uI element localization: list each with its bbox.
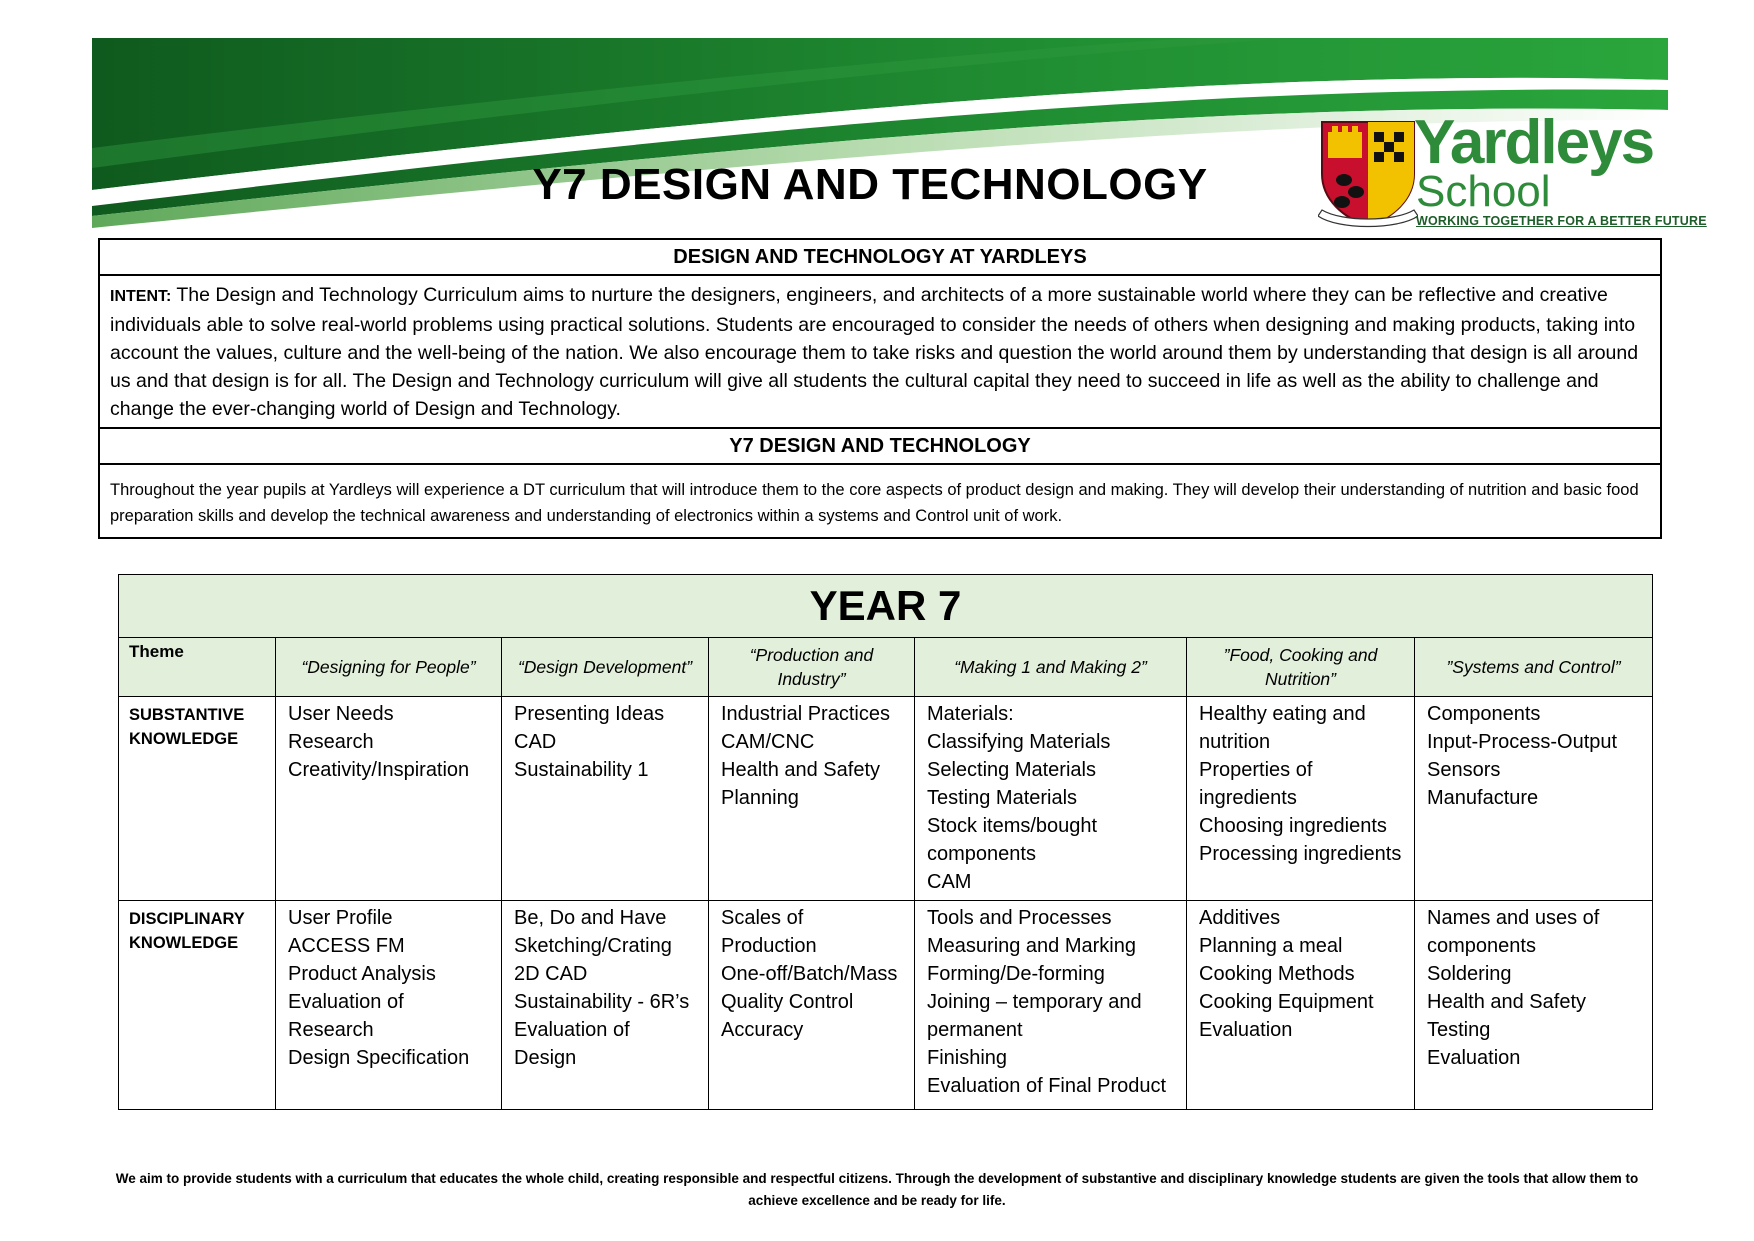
list-item: Sustainability 1 [514, 759, 649, 781]
theme-cell: “Designing for People” [276, 638, 502, 697]
list-item: User Needs [288, 703, 394, 725]
list-item: Health and Safety [1427, 991, 1586, 1013]
list-item: Evaluation of Design [514, 1019, 630, 1069]
year-7-table [118, 574, 1653, 1110]
list-item: Health and Safety [721, 759, 880, 781]
list-item: Industrial Practices [721, 703, 890, 725]
list-item: Forming/De-forming [927, 963, 1105, 985]
logo-tagline: WORKING TOGETHER FOR A BETTER FUTURE [1416, 214, 1707, 228]
list-item: One-off/Batch/Mass [721, 963, 898, 985]
disciplinary-cell [276, 901, 502, 1110]
theme-cell: ”Food, Cooking and Nutrition” [1187, 638, 1415, 697]
list-item: Be, Do and Have [514, 907, 667, 929]
list-item: Sustainability - 6R’s [514, 991, 690, 1013]
theme-label: Theme [119, 638, 276, 697]
list-item: Input-Process-Output [1427, 731, 1618, 753]
intent-text: The Design and Technology Curriculum aims to nurture the designers, engineers, and architects of a more sustainable world where they can be reflective and creative individuals able to solve real-world problems using practical solutions. Students are encouraged to consider the needs of others when designing and making products, taking into account the values, culture and the well-being of the nation. We also encourage them to take risks and question the world around them by understanding that design is all around us and that design is for all. The Design and Technology curriculum will give all students the cultural capital they need to succeed in life as well as the ability to challenge and change the ever-changing world of Design and Technology. [110, 284, 1639, 420]
substantive-cell [502, 697, 709, 901]
list-item: Manufacture [1427, 787, 1539, 809]
list-item: Testing Materials [927, 787, 1078, 809]
list-item: Sketching/Crating [514, 935, 672, 957]
theme-cell: “Design Development” [502, 638, 709, 697]
disciplinary-cell [502, 901, 709, 1110]
list-item: Soldering [1427, 963, 1512, 985]
y7-paragraph: Throughout the year pupils at Yardleys will experience a DT curriculum that will introduce them to the core aspects of product design and making. They will develop their understanding of nutrition and basic food preparation skills and develop the technical awareness and understanding of electronics within a systems and Control unit of work. [110, 481, 1639, 525]
substantive-cell [276, 697, 502, 901]
list-item: Stock items/bought components [927, 815, 1098, 865]
substantive-cell [1187, 697, 1415, 901]
list-item: CAM/CNC [721, 731, 815, 753]
list-item: User Profile [288, 907, 393, 929]
school-crest-icon [1318, 118, 1418, 228]
list-item: Finishing [927, 1047, 1008, 1069]
theme-cell: ”Systems and Control” [1415, 638, 1653, 697]
disciplinary-cell [709, 901, 915, 1110]
intent-label: INTENT: [110, 288, 172, 305]
theme-cell: “Production and Industry” [709, 638, 915, 697]
list-item: Names and uses of components [1427, 907, 1600, 957]
y7-heading: Y7 DESIGN AND TECHNOLOGY [100, 429, 1660, 465]
disciplinary-cell [1415, 901, 1653, 1110]
list-item: CAD [514, 731, 557, 753]
logo-name: Yardleys [1414, 108, 1654, 177]
theme-row [119, 638, 1653, 697]
list-item: Measuring and Marking [927, 935, 1136, 957]
disciplinary-label: DISCIPLINARY KNOWLEDGE [119, 901, 276, 1110]
substantive-cell [709, 697, 915, 901]
list-item: Additives [1199, 907, 1281, 929]
list-item: Tools and Processes [927, 907, 1112, 929]
list-item: Testing [1427, 1019, 1491, 1041]
year-title: YEAR 7 [119, 575, 1653, 638]
list-item: Product Analysis [288, 963, 436, 985]
theme-cell: “Making 1 and Making 2” [915, 638, 1187, 697]
intent-paragraph [100, 276, 1660, 429]
footer-statement: We aim to provide students with a curriculum that educates the whole child, creating responsible and respectful citizens. Through the development of substantive and disciplinary knowledge students are given the tools that allow them to achieve excellence and be ready for life. [115, 1171, 1639, 1208]
list-item: Planning [721, 787, 799, 809]
disciplinary-cell [915, 901, 1187, 1110]
list-item: Joining – temporary and permanent [927, 991, 1142, 1041]
list-item: Processing ingredients [1199, 843, 1402, 865]
list-item: Choosing ingredients [1199, 815, 1387, 837]
list-item: CAM [927, 871, 972, 893]
list-item: Accuracy [721, 1019, 804, 1041]
substantive-cell [915, 697, 1187, 901]
list-item: Healthy eating and nutrition [1199, 703, 1366, 753]
list-item: Materials: [927, 703, 1014, 725]
school-logo [1318, 108, 1707, 240]
list-item: Creativity/Inspiration [288, 759, 470, 781]
list-item: Selecting Materials [927, 759, 1096, 781]
logo-school: School [1416, 167, 1551, 216]
disciplinary-row [119, 901, 1653, 1110]
list-item: Classifying Materials [927, 731, 1111, 753]
intent-box [98, 238, 1662, 539]
disciplinary-cell [1187, 901, 1415, 1110]
substantive-row [119, 697, 1653, 901]
list-item: Components [1427, 703, 1541, 725]
list-item: Evaluation of Research [288, 991, 404, 1041]
substantive-label: SUBSTANTIVE KNOWLEDGE [119, 697, 276, 901]
list-item: Quality Control [721, 991, 854, 1013]
list-item: 2D CAD [514, 963, 588, 985]
list-item: ACCESS FM [288, 935, 405, 957]
intent-heading: DESIGN AND TECHNOLOGY AT YARDLEYS [100, 240, 1660, 276]
list-item: Planning a meal [1199, 935, 1343, 957]
list-item: Design Specification [288, 1047, 470, 1069]
list-item: Cooking Equipment [1199, 991, 1374, 1013]
substantive-cell [1415, 697, 1653, 901]
list-item: Research [288, 731, 374, 753]
list-item: Evaluation of Final Product [927, 1075, 1167, 1097]
list-item: Cooking Methods [1199, 963, 1355, 985]
list-item: Presenting Ideas [514, 703, 665, 725]
list-item: Evaluation [1427, 1047, 1521, 1069]
list-item: Scales of Production [721, 907, 817, 957]
page-title: Y7 DESIGN AND TECHNOLOGY [532, 160, 1208, 209]
list-item: Sensors [1427, 759, 1501, 781]
list-item: Evaluation [1199, 1019, 1293, 1041]
list-item: Properties of ingredients [1199, 759, 1313, 809]
